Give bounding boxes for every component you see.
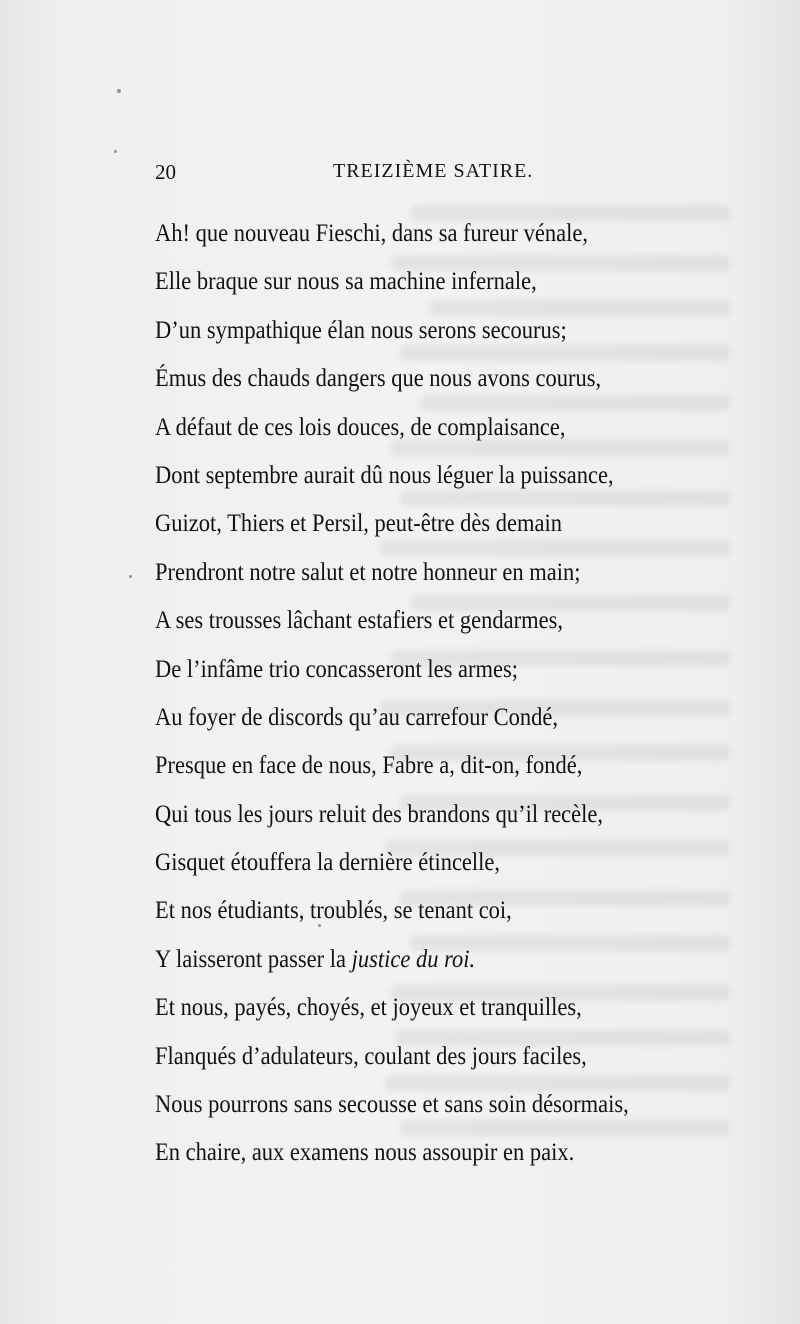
verse-text: Ah! que nouveau Fieschi, dans sa fureur vénale, <box>155 220 588 247</box>
verse-line <box>155 984 695 1032</box>
print-speck <box>129 575 132 578</box>
verse-text: D’un sympathique élan nous serons secourus; <box>155 316 567 344</box>
verse-line <box>155 887 695 935</box>
verse-text: Prendront notre salut et notre honneur en main; <box>155 558 581 586</box>
verse-line <box>155 404 695 452</box>
verse-text: Émus des chauds dangers que nous avons courus, <box>155 365 602 393</box>
verse-text: Presque en face de nous, Fabre a, dit-on, fondé, <box>155 752 583 780</box>
verse-italic-text: justice du roi. <box>351 945 476 973</box>
verse-line <box>155 549 695 597</box>
verse-line <box>155 839 695 887</box>
running-head <box>155 160 685 192</box>
verse-text: Nous pourrons sans secousse et sans soin désormais, <box>155 1091 629 1119</box>
verse-text: De l’infâme trio concasseront les armes; <box>155 655 518 683</box>
page-number: 20 <box>155 160 176 184</box>
verse-text: Guizot, Thiers et Persil, peut-être dès demain <box>155 510 562 538</box>
print-speck <box>117 89 121 93</box>
verse-line <box>155 597 695 645</box>
verse-line <box>155 1129 695 1177</box>
print-speck <box>114 150 117 153</box>
verse-text: A défaut de ces lois douces, de complaisance, <box>155 413 566 441</box>
verse-line <box>155 258 695 306</box>
verse-line <box>155 742 695 790</box>
verse-text: A ses trousses lâchant estafiers et gendarmes, <box>155 607 564 635</box>
verse-line <box>155 936 695 984</box>
verse-line <box>155 1033 695 1081</box>
verse-line <box>155 355 695 403</box>
verse-text: Gisquet étouffera la dernière étincelle, <box>155 849 501 877</box>
verse-line <box>155 210 695 258</box>
running-title: TREIZIÈME SATIRE. <box>333 160 534 182</box>
verse-line <box>155 646 695 694</box>
verse-line <box>155 694 695 742</box>
verse-text: Y laisseront passer la <box>155 945 352 973</box>
verse-line <box>155 500 695 548</box>
verse-line <box>155 452 695 500</box>
verse-text: Qui tous les jours reluit des brandons qu’il recèle, <box>155 800 604 828</box>
verse-text: Et nos étudiants, troublés, se tenant coi, <box>155 897 512 925</box>
verse-text: Et nous, payés, choyés, et joyeux et tranquilles, <box>155 994 582 1022</box>
verse-text: En chaire, aux examens nous assoupir en paix. <box>155 1139 575 1167</box>
poem-text <box>155 210 755 1178</box>
verse-text: Au foyer de discords qu’au carrefour Condé, <box>155 703 558 731</box>
verse-line <box>155 1081 695 1129</box>
verse-text: Flanqués d’adulateurs, coulant des jours faciles, <box>155 1042 587 1070</box>
verse-text: Elle braque sur nous sa machine infernale, <box>155 268 537 296</box>
verse-line <box>155 307 695 355</box>
verse-text: Dont septembre aurait dû nous léguer la puissance, <box>155 461 614 489</box>
verse-line <box>155 791 695 839</box>
